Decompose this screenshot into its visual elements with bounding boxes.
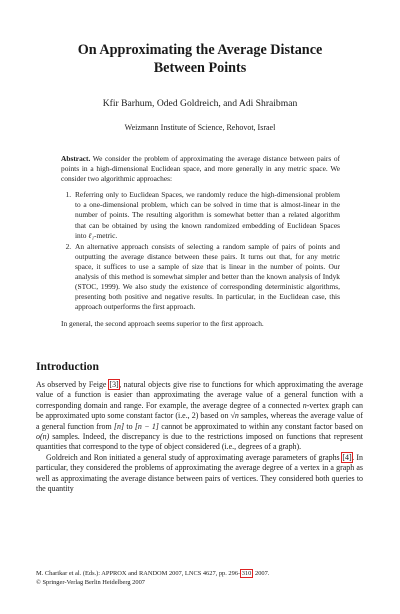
ell1-math: ℓ₁	[88, 230, 95, 240]
affiliation: Weizmann Institute of Science, Rehovot, Israel	[124, 123, 276, 132]
approach-item-2: 2. An alternative approach consists of selecting a random sample of pairs of points and outputting the average distance between these pairs. It turns out that, for any metric space, it suffices to use a sample of size that is linear in the number of points. Our analysis of this method is somewhat simpler and better than the known analysis of Indyk (STOC, 1999). We also study the existence of corresponding deterministic algorithms, presenting both positive and negative results. In particular, in the Euclidean case, this approach outperforms the first approach.	[73, 242, 340, 313]
intro-paragraph-2: Goldreich and Ron initiated a general study of approximating average parameters of graphs [4]. In particular, they considered the problems of approximating the average degree of a vertex in a graph as well as approximating the average distance between pairs of vertices. They considered both queries to the quantity	[36, 452, 363, 494]
footer-copyright: © Springer-Verlag Berlin Heidelberg 2007	[36, 578, 145, 586]
approach-list	[61, 190, 340, 312]
title-line-2: Between Points	[153, 60, 247, 76]
abstract-intro	[61, 154, 340, 184]
section-heading-introduction: Introduction	[36, 360, 99, 373]
author-list: Kfir Barhum, Oded Goldreich, and Adi Shraibman	[102, 98, 298, 109]
paper-title	[40, 41, 360, 77]
citation-link-feige[interactable]: [3]	[109, 380, 119, 389]
page-footer	[36, 570, 363, 587]
abstract-conclusion: In general, the second approach seems superior to the first approach.	[61, 319, 264, 329]
introduction-body	[36, 380, 363, 494]
abstract	[61, 154, 340, 330]
abstract-intro-text: We consider the problem of approximating the average distance between pairs of points in a high-dimensional Euclidean space, and more generally in any metric space. We consider two algorithmic approaches:	[61, 154, 340, 184]
footer-citation: M. Charikar et al. (Eds.): APPROX and RANDOM 2007, LNCS 4627, pp. 296–310, 2007.	[36, 570, 270, 577]
abstract-label: Abstract.	[61, 154, 91, 163]
intro-paragraph-1: As observed by Feige [3], natural objects give rise to functions for which approximating the average value of a function is easier than approximating the average value of a general function with a corresponding domain and range. For example, the average degree of a connected n-vertex graph can be approximated upto some constant factor (i.e., 2) based on √n samples, whereas the average value of a general function from [n] to [n − 1] cannot be approximated to within any constant factor based on o(n) samples. Indeed, the discrepancy is due to the restrictions imposed on functions that represent quantities that correspond to the type of object considered (i.e., degrees of a graph).	[36, 380, 364, 452]
page-range-link[interactable]: 310	[241, 570, 252, 577]
citation-link-goldreich-ron[interactable]: [4]	[342, 452, 352, 462]
approach-item-1: 1. Referring only to Euclidean Spaces, we randomly reduce the high-dimensional problem to a one-dimensional problem, which can be solved in time that is almost-linear in the number of points. The resulting algorithm is somewhat better than a related algorithm that can be obtained by using the known randomized embedding of Euclidean Spaces into ℓ₁-metric.	[73, 190, 340, 240]
title-line-1: On Approximating the Average Distance	[77, 42, 323, 58]
